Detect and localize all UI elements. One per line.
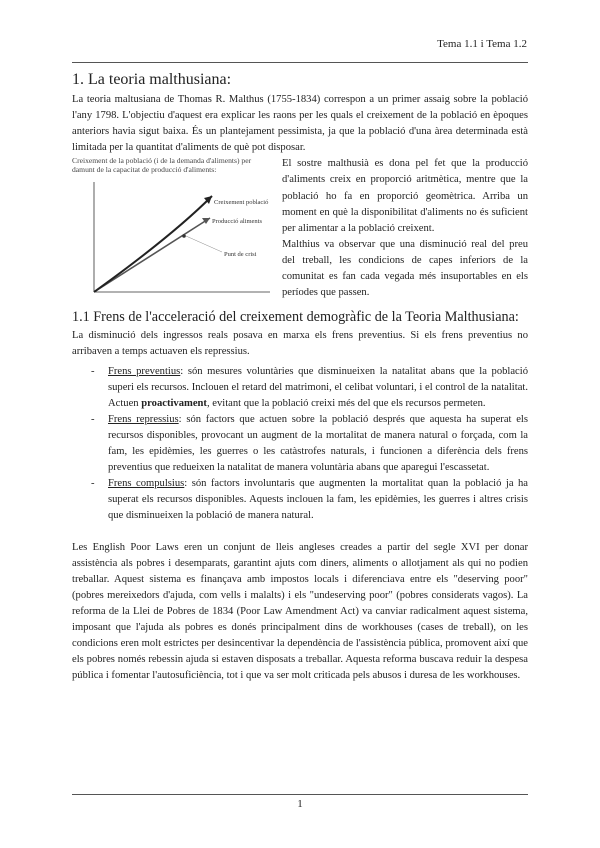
label-population: Creixement població bbox=[214, 199, 269, 207]
term-preventive: Frens preventius bbox=[108, 365, 181, 377]
item-text-end: , evitant que la població creixi més del que els recursos permeten. bbox=[206, 397, 486, 409]
malthus-figure bbox=[72, 156, 274, 302]
item-text: : són factors que actuen sobre la població després que aquesta ha superat els recursos disponibles, provocant un augment de la mortalitat de manera natural o forçada, com la fam, les epidèmies, les guerres o les catàstrofes naturals, i funcionen a diferència dels frens preventius que redueixen la natalitat de manera voluntària abans que aparegui l'escassetat. bbox=[108, 413, 528, 474]
list-item-preventive bbox=[91, 364, 528, 412]
malthusian-ceiling-paragraph: El sostre malthusià es dona pel fet que la producció d'aliments creix en proporció aritmètica, mentre que la població ho fa en proporció geomètrica. Arriba un moment en què la disponibilitat d'aliments no és suficient per alimentar a la població creixent. bbox=[282, 158, 528, 234]
list-bullet: - bbox=[91, 478, 95, 490]
section-1-intro-paragraph: La teoria maltusiana de Thomas R. Malthus (1755-1834) correspon a un primer assaig sobre la població l'any 1798. L'objectiu d'aquest era explicar les raons per les quals el creixement de la població en èpoques anteriors havia sigut baixa. És un plantejament pessimista, ja que la població d'una àrea determinada està limitada per la quantitat d'aliments de què pot disposar. bbox=[72, 94, 528, 154]
food-production-line bbox=[94, 218, 210, 292]
item-text: : són factors involuntaris que augmenten la mortalitat quan la població ja ha superat els recursos disponibles. Aquests inclouen la fam, les epidèmies, les guerres i altres crisis que disminueixen la població de manera natural. bbox=[108, 478, 528, 522]
section-1-1-intro: La disminució dels ingressos reals posava en marxa els frens preventius. Si els frens preventius no arribaven a temps actuaven els repressius. bbox=[72, 330, 528, 358]
checks-list bbox=[72, 364, 528, 525]
section-1-title: 1. La teoria malthusiana: bbox=[72, 71, 232, 88]
term-repressive: Frens repressius bbox=[108, 413, 179, 425]
document-body bbox=[72, 70, 528, 684]
page-number: 1 bbox=[297, 798, 303, 810]
list-item-repressive bbox=[91, 412, 528, 476]
crisis-point-marker bbox=[182, 235, 186, 239]
footer-divider bbox=[72, 794, 528, 795]
term-compulsive: Frens compulsius bbox=[108, 478, 185, 490]
population-growth-curve bbox=[94, 196, 212, 292]
malthus-chart bbox=[72, 174, 274, 302]
header-divider bbox=[72, 62, 528, 63]
labour-price-paragraph: Malthius va observar que una disminució real del preu del treball, les condicions de capes inferiors de la comunitat es fan cada vegada més insuportables en els períodes que passen. bbox=[282, 238, 528, 299]
poor-laws-paragraph: Les English Poor Laws eren un conjunt de lleis angleses creades a partir del segle XVI per donar assistència als pobres i desemparats, garantint ajuts com diners, aliments o allotjament als qui no podien treballar. Aquest sistema es finançava amb impostos locals i diferenciava entre els "deserving poor" (pobres mereixedors d'ajuda, com vells i malalts) i els "undeserving poor" (pobres considerats vagos). La reforma de la Llei de Pobres de 1834 (Poor Law Amendment Act) va canviar radicalment aquest sistema, imposant que l'ajuda als pobres es donés principalment dins de workhouses (cases de treball), on les condicions eren molt estrictes per desincentivar la dependència de l'assistència pública, promovent així que els pobres només rebessin ajuda si estaven disposats a treballar. Aquesta reforma buscava reduir la despesa pública i fomentar l'autosuficiència, tot i que va ser molt criticada pels abusos i duresa de les workhouses. bbox=[72, 541, 528, 682]
label-crisis: Punt de crisi bbox=[224, 251, 257, 259]
crisis-leader-line bbox=[186, 236, 222, 252]
list-bullet: - bbox=[91, 413, 95, 425]
spacer bbox=[72, 525, 528, 540]
list-item-compulsive bbox=[91, 476, 528, 524]
section-1-1-title: 1.1 Frens de l'acceleració del creixement demogràfic de la Teoria Malthusiana: bbox=[72, 309, 519, 326]
item-bold: proactivament bbox=[141, 397, 207, 409]
page-header: Tema 1.1 i Tema 1.2 bbox=[437, 38, 527, 50]
list-bullet: - bbox=[91, 365, 95, 377]
figure-side-text bbox=[282, 156, 528, 302]
figure-with-text bbox=[72, 156, 528, 302]
figure-title: Creixement de la població (i de la demanda d'aliments) per damunt de la capacitat de producció d'aliments: bbox=[72, 156, 252, 175]
label-food: Producció aliments bbox=[212, 218, 263, 226]
item-text: : són mesures voluntàries que disminueixen la natalitat abans que la població superi els recursos. Inclouen el retard del matrimoni, el celibat voluntari, i el control de la natalitat. Actuen bbox=[108, 365, 528, 409]
